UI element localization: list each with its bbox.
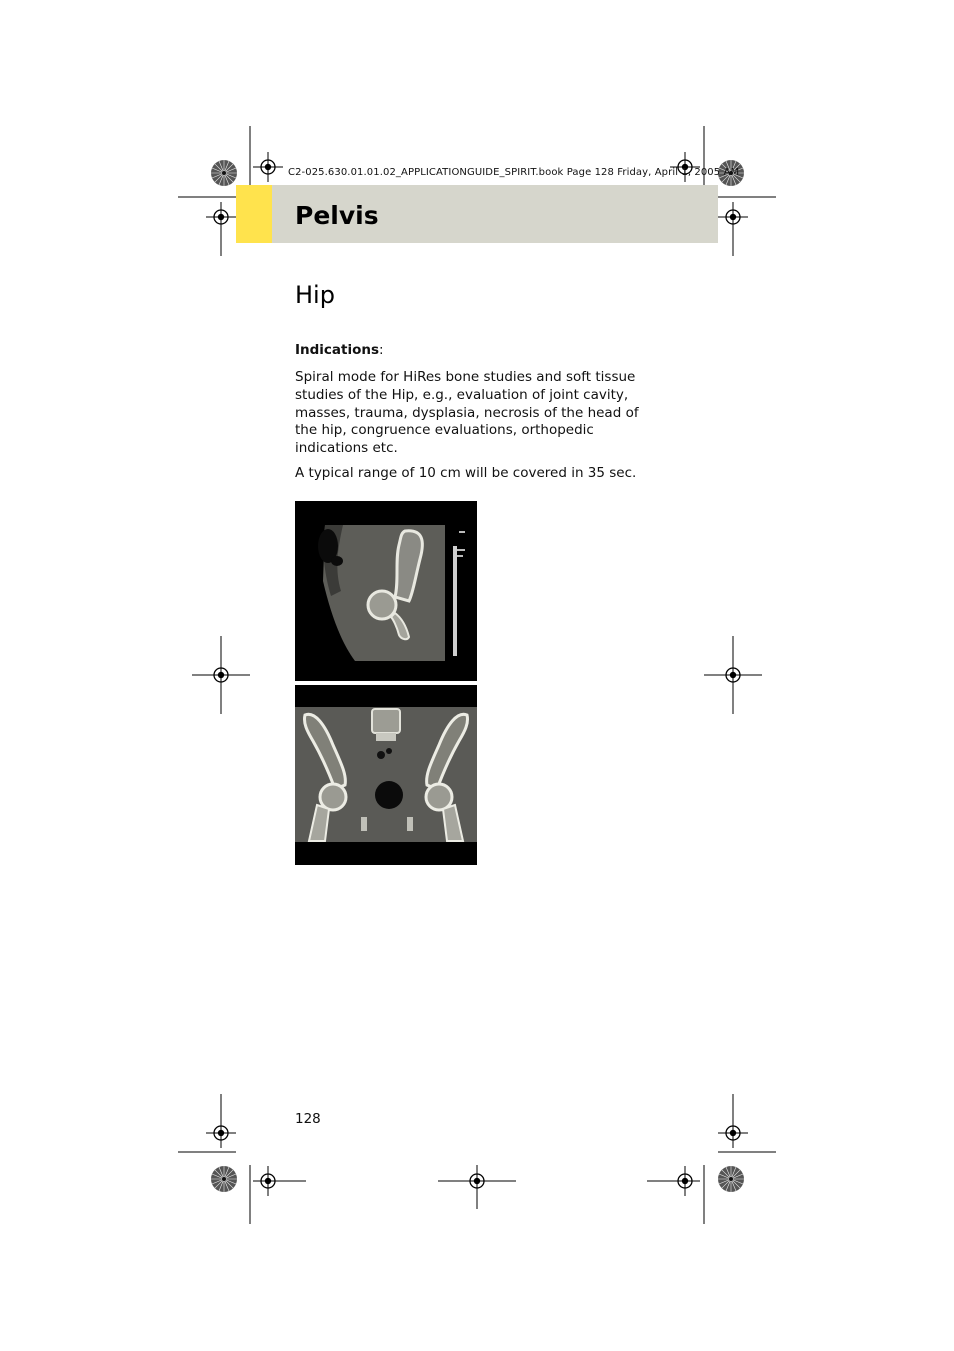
- chapter-header-band: [236, 185, 718, 243]
- indications-colon: :: [379, 342, 384, 358]
- indications-label: Indications: [295, 342, 380, 358]
- print-slug-line: C2-025.630.01.01.02_APPLICATIONGUIDE_SPIRIT.book Page 128 Friday, April 1, 2005 AM: [288, 167, 740, 178]
- indications-heading: [295, 342, 384, 358]
- chapter-title: Pelvis: [295, 201, 379, 230]
- page-number: 128: [295, 1111, 321, 1127]
- indications-paragraph: Spiral mode for HiRes bone studies and soft tissue studies of the Hip, e.g., evaluation of joint cavity, masses, trauma, dysplasia, necrosis of the head of the hip, congruence evaluations, orthopedic indications etc.: [295, 369, 639, 457]
- chapter-color-tab: [236, 185, 272, 243]
- ct-sagittal-hip-image: [295, 501, 477, 681]
- scan-range-note: A typical range of 10 cm will be covered in 35 sec.: [295, 465, 637, 481]
- ct-coronal-pelvis-image: [295, 685, 477, 865]
- section-title: Hip: [295, 281, 335, 309]
